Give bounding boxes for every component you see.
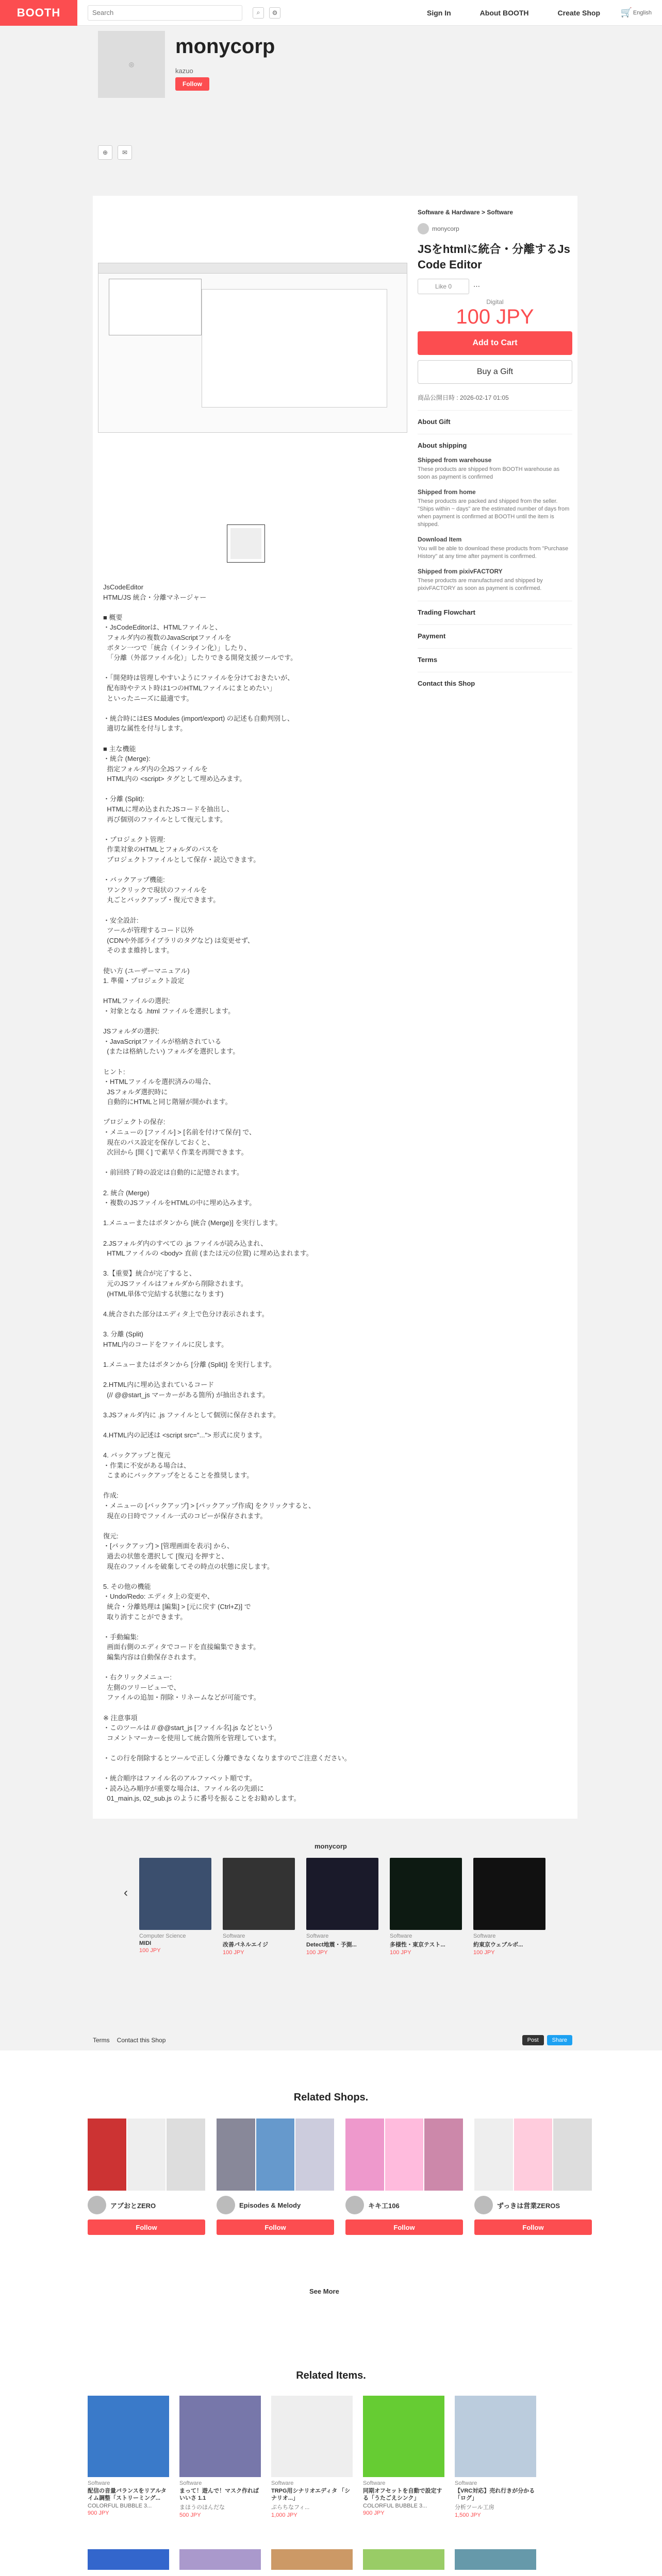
shop-images[interactable] [474, 2119, 592, 2191]
item-name[interactable]: 約東京ウェブルボ... [473, 1942, 523, 1948]
breadcrumb[interactable]: Software & Hardware > Software [418, 209, 514, 216]
shop-mini-name[interactable]: monycorp [432, 225, 459, 232]
like-button[interactable]: Like 0 [418, 279, 469, 294]
item-price: 100 JPY [473, 1950, 495, 1956]
item-thumb[interactable] [363, 2549, 444, 2570]
item-price: 900 JPY [363, 2510, 385, 2516]
price-label: Digital [486, 298, 504, 306]
item-thumb[interactable] [179, 2549, 261, 2570]
related-items [88, 2396, 536, 2518]
screenshot-editor [98, 263, 407, 433]
follow-button[interactable]: Follow [474, 2219, 592, 2235]
product-image[interactable] [93, 263, 412, 433]
carousel-card[interactable] [223, 1858, 295, 1956]
create-shop-link[interactable]: Create Shop [557, 8, 600, 17]
item-category: Software [363, 2480, 386, 2486]
shop-card[interactable] [474, 2119, 592, 2235]
shop-name[interactable]: monycorp [175, 35, 275, 58]
item-image[interactable] [363, 2396, 444, 2477]
item-category: Software [88, 2480, 110, 2486]
shop-avatar[interactable] [345, 2196, 364, 2214]
item-category: Software [306, 1933, 329, 1939]
item-name[interactable]: TRPG用シナリオエディタ 「シナリオ...」 [271, 2488, 351, 2501]
related-items-row-2 [88, 2549, 536, 2570]
ship-warehouse-title: Shipped from warehouse [418, 456, 492, 464]
carousel-card[interactable] [306, 1858, 378, 1956]
ship-download-title: Download Item [418, 536, 462, 543]
mail-icon[interactable]: ✉ [118, 145, 132, 160]
footer-terms-link[interactable]: Terms [93, 2037, 110, 2044]
item-card[interactable] [271, 2396, 353, 2518]
post-button[interactable]: Post [522, 2035, 544, 2045]
shop-avatar[interactable]: ◎ [98, 31, 165, 98]
item-price: 100 JPY [306, 1950, 328, 1956]
editor-code-panel [202, 289, 387, 408]
item-image[interactable] [88, 2396, 169, 2477]
item-name[interactable]: 改善パネルエイジ [223, 1942, 268, 1948]
ship-factory-title: Shipped from pixivFACTORY [418, 568, 503, 575]
search-input[interactable] [92, 9, 238, 16]
item-image[interactable] [455, 2396, 536, 2477]
item-image[interactable] [139, 1858, 211, 1930]
shop-images[interactable] [217, 2119, 334, 2191]
search-icon[interactable]: ⌕ [253, 7, 264, 19]
more-title: monycorp [315, 1842, 347, 1850]
item-name[interactable]: 【VRC対応】売れ行きが分かる「ログ」 [455, 2488, 535, 2501]
item-image[interactable] [473, 1858, 545, 1930]
item-shop[interactable]: COLORFUL BUBBLE 3... [363, 2503, 427, 2509]
item-price: 100 JPY [223, 1950, 244, 1956]
item-category: Software [223, 1933, 245, 1939]
item-name[interactable]: 多様性・東京テスト... [390, 1942, 445, 1948]
item-thumb[interactable] [88, 2549, 169, 2570]
shop-card[interactable] [217, 2119, 334, 2235]
follow-button[interactable]: Follow [88, 2219, 205, 2235]
ship-warehouse-text: These products are shipped from BOOTH warehouse as soon as payment is confirmed [418, 466, 560, 480]
follow-button[interactable]: Follow [217, 2219, 334, 2235]
share-button[interactable]: Share [547, 2035, 572, 2045]
shop-name[interactable]: アブおとZERO [110, 2201, 156, 2210]
related-shops [88, 2119, 592, 2235]
shop-images[interactable] [88, 2119, 205, 2191]
ship-home-text: These products are packed and shipped from the seller. "Ships within ~ days" are the estimated number of days from when payment is confirmed at BOOTH until the item is shipped. [418, 498, 570, 528]
shop-avatar[interactable] [217, 2196, 235, 2214]
item-category: Computer Science [139, 1933, 186, 1939]
item-category: Software [271, 2480, 294, 2486]
ship-factory-text: These products are manufactured and shipped by pixivFACTORY as soon as payment is confirmed. [418, 578, 543, 591]
item-image[interactable] [306, 1858, 378, 1930]
item-thumb[interactable] [271, 2549, 353, 2570]
shop-card[interactable] [88, 2119, 205, 2235]
item-price: 1,000 JPY [271, 2512, 297, 2518]
editor-menu-panel [109, 279, 202, 335]
shop-area [0, 26, 662, 1932]
item-price: 500 JPY [179, 2512, 201, 2518]
shop-mini-avatar[interactable] [418, 223, 429, 234]
item-card[interactable] [455, 2396, 536, 2518]
contact-shop-link[interactable]: Contact this Shop [418, 672, 572, 687]
item-name[interactable]: Detect地震・予測... [306, 1942, 357, 1948]
item-image[interactable] [179, 2396, 261, 2477]
footer-contact-link[interactable]: Contact this Shop [117, 2037, 166, 2044]
shop-avatar[interactable] [474, 2196, 493, 2214]
item-price: 100 JPY [390, 1950, 411, 1956]
item-image[interactable] [271, 2396, 353, 2477]
item-card[interactable] [88, 2396, 169, 2518]
site-header [0, 0, 662, 26]
item-shop[interactable]: まほうのほんだな [179, 2504, 225, 2511]
shop-carousel [139, 1858, 545, 1956]
shop-subname: kazuo [175, 67, 193, 75]
related-shops-title: Related Shops. [293, 2092, 369, 2103]
item-price: 900 JPY [88, 2510, 109, 2516]
terms-link[interactable]: Terms [418, 648, 572, 664]
trading-flowchart-toggle[interactable]: Trading Flowchart [418, 601, 572, 616]
about-link[interactable]: About BOOTH [479, 8, 529, 17]
sign-in-link[interactable]: Sign In [426, 8, 451, 17]
share-icon[interactable]: ⊕ [98, 145, 112, 160]
item-price: 100 JPY [139, 1947, 161, 1954]
release-date: 商品公開日時 : 2026-02-17 01:05 [418, 394, 509, 401]
add-to-cart-button[interactable]: Add to Cart [418, 331, 572, 355]
shop-name[interactable]: キキ工106 [368, 2201, 400, 2210]
item-category: Software [455, 2480, 477, 2486]
item-image[interactable] [223, 1858, 295, 1930]
about-shipping-title: About shipping [418, 434, 572, 449]
product-sidebar [418, 209, 572, 687]
carousel-card[interactable] [139, 1858, 211, 1956]
item-card[interactable] [363, 2396, 444, 2518]
ship-download-text: You will be able to download these products from "Purchase History" at any time after payment is confirmed. [418, 546, 569, 560]
shop-card[interactable] [345, 2119, 463, 2235]
item-name[interactable]: まって！遊んで！マスク作ればいいさ 1.1 [179, 2488, 259, 2501]
shop-name[interactable]: Episodes & Melody [239, 2201, 301, 2209]
settings-icon[interactable]: ⚙ [269, 7, 280, 19]
item-shop[interactable]: ぷらちなフィ... [271, 2504, 310, 2511]
item-name[interactable]: 配信の音量バランスをリアルタイム調整「ストリーミング... [88, 2488, 167, 2501]
editor-menu-bar [98, 263, 407, 274]
buy-gift-button[interactable]: Buy a Gift [418, 360, 572, 384]
item-category: Software [390, 1933, 412, 1939]
item-price: 1,500 JPY [455, 2512, 481, 2518]
item-name[interactable]: MIDI [139, 1940, 152, 1946]
carousel-card[interactable] [390, 1858, 462, 1956]
about-gift-toggle[interactable]: About Gift [418, 410, 572, 426]
item-image[interactable] [390, 1858, 462, 1930]
follow-button[interactable]: Follow [345, 2219, 463, 2235]
carousel-card[interactable] [473, 1858, 545, 1956]
ship-home-title: Shipped from home [418, 488, 476, 496]
item-card[interactable] [179, 2396, 261, 2518]
shop-images[interactable] [345, 2119, 463, 2191]
cart-icon[interactable]: 🛒 [620, 7, 632, 18]
follow-button[interactable]: Follow [175, 77, 209, 91]
item-shop[interactable]: COLORFUL BUBBLE 3... [88, 2503, 152, 2509]
price: 100 JPY [456, 306, 534, 328]
share-dots-icon[interactable]: ⋯ [473, 282, 480, 290]
item-thumb[interactable] [455, 2549, 536, 2570]
product-title: JSをhtmlに統合・分離するJs Code Editor [418, 243, 570, 271]
shop-name[interactable]: ずっきは営業ZEROS [497, 2201, 560, 2210]
see-more-link[interactable]: See More [309, 2287, 339, 2295]
language-switch[interactable]: English [633, 9, 652, 16]
payment-toggle[interactable]: Payment [418, 624, 572, 640]
item-name[interactable]: 同期オフセットを自動で設定する「うたごえシンク」 [363, 2488, 442, 2501]
image-thumbnail[interactable] [227, 524, 265, 563]
related-items-title: Related Items. [296, 2370, 366, 2381]
shop-avatar[interactable] [88, 2196, 106, 2214]
item-category: Software [179, 2480, 202, 2486]
search-box[interactable] [88, 5, 242, 21]
booth-logo[interactable]: BOOTH [0, 0, 77, 26]
shop-footer [93, 2035, 572, 2045]
product-description: JsCodeEditor HTML/JS 統合・分離マネージャー ■ 概要 ・JsCodeEditorは、HTMLファイルと、 フォルダ内の複数のJavaScriptファイルを ボタン一つで「統合（インライン化）」したり、 「分離（外部ファイル化）」したりできる開発支援ツールです。 ・「開発時は管理しやすいようにファイルを分けておきたいが、 配布時やテスト時は1つのHTMLファイルにまとめたい」 といったニーズに最適です。 ・統合時にはES Modules (import/export) の記述も自動判別し、 適切な属性を付与します。 ■ 主な機能 ・統合 (Merge): 指定フォルダ内の全JSファイルを HTML内の <script> タグとして埋め込みます。 ・分離 (Split): HTMLに埋め込まれたJSコードを抽出し、 再び個別のファイルとして復元します。 ・プロジェクト管理: 作業対象のHTMLとフォルダのパスを プロジェクトファイルとして保存・読込できます。 ・バックアップ機能: ワンクリックで現状のファイルを 丸ごとバックアップ・復元できます。 ・安全設計: ツールが管理するコード以外 (CDNや外部ライブラリのタグなど) は変更せず、 そのまま維持します。 使い方 (ユーザーマニュアル) 1. 準備・プロジェクト設定 HTMLファイルの選択: ・対象となる .html ファイルを選択します。 JSフォルダの選択: ・JavaScriptファイルが格納されている (または格納したい) フォルダを選択します。 ヒント: ・HTMLファイルを選択済みの場合、 JSフォルダ選択時に 自動的にHTMLと同じ階層が開かれます。 プロジェクトの保存: ・メニューの [ファイル] > [名前を付けて保存] で、 現在のパス設定を保存しておくと、 次回から [開く] で素早く作業を再開できます。 ・前回終了時の設定は自動的に記憶されます。 2. 統合 (Merge) ・複数のJSファイルをHTMLの中に埋め込みます。 1.メニューまたはボタンから [統合 (Merge)] を実行します。 2.JSフォルダ内のすべての .js ファイルが読み込まれ、 HTMLファイルの <body> 直前 (または元の位置) に埋め込まれます。 3.【重要】統合が完了すると、 元のJSファイルはフォルダから削除されます。 (HTML単体で完結する状態になります) 4.統合された部分はエディタ上で色分け表示されます。 3. 分離 (Split) HTML内のコードをファイルに戻します。 1.メニューまたはボタンから [分離 (Split)] を実行します。 2.HTML内に埋め込まれているコード (// @@start_js マーカーがある箇所) が抽出されます。 3.JSフォルダ内に .js ファイルとして個別に保存されます。 4.HTML内の記述は <script src="..."> 形式に戻ります。 4. バックアップと復元 ・作業に不安がある場合は、 こまめにバックアップをとることを推奨します。 作成: ・メニューの [バックアップ] > [バックアップ作成] をクリックすると、 現在の日時でファイル一式のコピーが保存されます。 復元: ・[バックアップ] > [管理画面を表示] から、 過去の状態を選択して [復元] を押すと、 現在のファイルを破棄してその時点の状態に戻します。 5. その他の機能 ・Undo/Redo: エディタ上の変更や、 統合・分離処理は [編集] > [元に戻す (Ctrl+Z)] で 取り消すことができます。 ・手動編集: 画面右側のエディタでコードを直接編集できます。 編集内容は自動保存されます。 ・右クリックメニュー: 左側のツリービューで、 ファイルの追加・削除・リネームなどが可能です。 ※ 注意事項 ・このツールは // @@start_js [ファイル名].js などという コメントマーカーを使用して統合箇所を管理しています。 ・この行を削除するとツールで正しく分離できなくなりますのでご注意ください。 ・統合順序はファイル名のアルファベット順です。 ・読み込み順序が重要な場合は、ファイル名の先頭に 01_main.js, 02_sub.js のように番号を振ることをお勧めします。 [103, 583, 351, 1803]
carousel-prev-icon[interactable]: ‹ [124, 1886, 128, 1900]
item-shop[interactable]: 分析ツール工房 [455, 2504, 494, 2511]
item-category: Software [473, 1933, 496, 1939]
